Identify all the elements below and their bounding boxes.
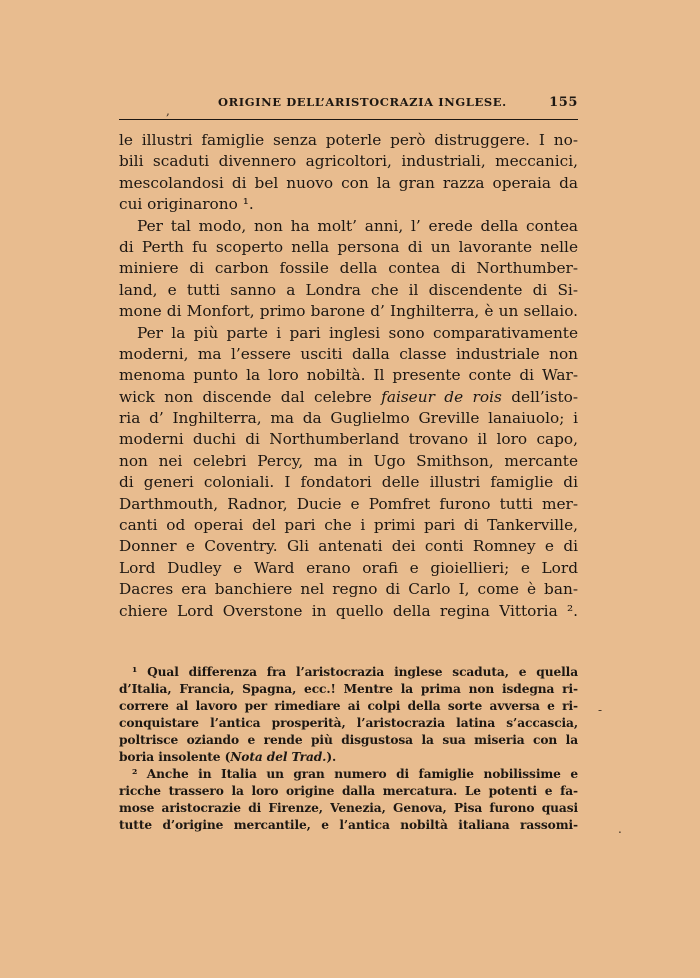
text-line: mone di Monfort, primo barone d’ Inghilterra, è un sellaio. [119,302,578,321]
paragraph-start-line: Per tal modo, non ha molt’ anni, l’ erede della contea [137,216,578,235]
footnote-line-with-italic [119,749,578,766]
scan-speck: . [618,822,622,836]
text-line: menoma punto la loro nobiltà. Il presente conte di War- [119,366,578,385]
text-segment: boria insolente ( [119,750,231,764]
footnote-line: ¹ Qual differenza fra l’aristocrazia inglese scaduta, e quella [132,665,578,679]
text-segment: wick non discende dal celebre [119,387,382,406]
text-segment: ). [326,750,337,764]
running-header [118,95,578,111]
text-line: ria d’ Inghilterra, ma da Guglielmo Greville lanaiuolo; i [119,409,578,428]
scan-speck: - [598,703,603,717]
footnote-line: poltrisce oziando e rende più disgustosa la sua miseria con la [119,733,578,747]
footnote-line: d’Italia, Francia, Spagna, ecc.! Mentre la prima non isdegna ri- [119,682,578,696]
footnote-line: ² Anche in Italia un gran numero di famiglie nobilissime e [132,767,578,781]
text-line: mescolandosi di bel nuovo con la gran razza operaia da [119,173,578,192]
text-line: moderni duchi di Northumberland trovano il loro capo, [119,430,578,449]
text-line: bili scaduti divennero agricoltori, industriali, meccanici, [119,152,578,171]
footnotes [119,664,578,834]
text-line: chiere Lord Overstone in quello della regina Vittoria ². [119,601,578,620]
text-line: Donner e Coventry. Gli antenati dei conti Romney e di [119,537,578,556]
footnote-line: correre al lavoro per rimediare ai colpi della sorte avversa e ri- [119,699,578,713]
text-line: di generi coloniali. I fondatori delle illustri famiglie di [119,473,578,492]
text-line: cui originarono ¹. [119,195,254,214]
footnote-line: tutte d’origine mercantile, e l’antica nobiltà italiana rassomi- [119,818,578,832]
footnote-line: ricche trassero la loro origine dalla mercatura. Le potenti e fa- [119,784,578,798]
text-line-with-italic [119,387,578,408]
page-number: 155 [549,95,578,110]
text-line: di Perth fu scoperto nella persona di un lavorante nelle [119,237,578,256]
running-title: ORIGINE DELL’ARISTOCRAZIA INGLESE. [218,95,507,109]
footnote-line: mose aristocrazie di Firenze, Venezia, Genova, Pisa furono quasi [119,801,578,815]
text-line: Dacres era banchiere nel regno di Carlo I, come è ban- [119,580,578,599]
header-rule [119,119,578,120]
text-line: Darthmouth, Radnor, Ducie e Pomfret furono tutti mer- [119,494,578,513]
scan-speck: , [166,104,170,118]
text-line: canti od operai del pari che i primi pari di Tankerville, [119,516,578,535]
italic-phrase: faiseur de rois [381,387,502,406]
translator-note: Nota del Trad. [230,750,327,764]
text-line: le illustri famiglie senza poterle però distruggere. I no- [119,131,578,149]
footnote-line: conquistare l’antica prosperità, l’aristocrazia latina s’accascia, [119,716,578,730]
main-text [119,130,578,622]
text-segment: dell’isto- [501,387,578,406]
text-line: land, e tutti sanno a Londra che il discendente di Si- [119,280,578,299]
text-line: miniere di carbon fossile della contea di Northumber- [119,259,578,278]
text-line: non nei celebri Percy, ma in Ugo Smithson, mercante [119,451,578,470]
text-line: moderni, ma l’essere usciti dalla classe industriale non [119,344,578,363]
text-line: Lord Dudley e Ward erano orafi e gioiellieri; e Lord [119,558,578,577]
paragraph-start-line: Per la più parte i pari inglesi sono comparativamente [137,323,578,342]
